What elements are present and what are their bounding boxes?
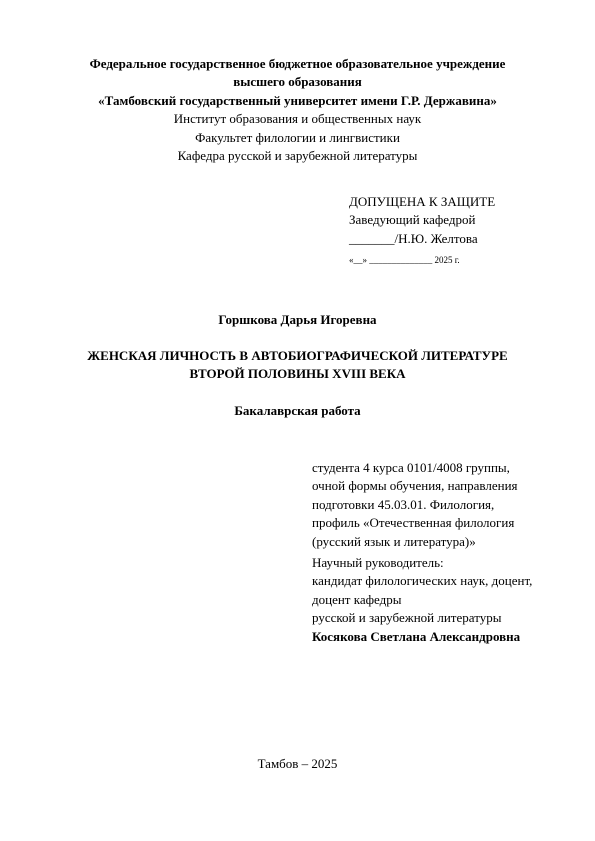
supervisor-degree: кандидат филологических наук, доцент, xyxy=(312,573,533,589)
thesis-title-line-1: ЖЕНСКАЯ ЛИЧНОСТЬ В АВТОБИОГРАФИЧЕСКОЙ ЛИТЕРАТУРЕ xyxy=(87,348,508,363)
student-info-line: очной формы обучения, направления xyxy=(312,478,518,494)
city-year: Тамбов – 2025 xyxy=(257,756,338,771)
supervisor-info xyxy=(312,554,532,646)
university-name: «Тамбовский государственный университет имени Г.Р. Державина» xyxy=(98,92,497,108)
city-year-block xyxy=(0,755,595,773)
approval-date-line: «__» ______________ 2025 г. xyxy=(349,255,460,266)
approval-head-of-department: Заведующий кафедрой xyxy=(349,212,476,228)
supervisor-position: доцент кафедры xyxy=(312,591,402,607)
supervisor-department: русской и зарубежной литературы xyxy=(312,610,502,626)
institution-header xyxy=(0,55,595,165)
thesis-title-line-2: ВТОРОЙ ПОЛОВИНЫ XVIII ВЕКА xyxy=(189,366,406,382)
work-type: Бакалаврская работа xyxy=(234,403,361,418)
education-level: высшего образования xyxy=(233,74,362,90)
student-info xyxy=(312,459,518,551)
student-info-line: профиль «Отечественная филология xyxy=(312,515,515,531)
approval-heading: ДОПУЩЕНА К ЗАЩИТЕ xyxy=(349,194,496,209)
author-name: Горшкова Дарья Игоревна xyxy=(218,312,377,327)
student-info-line: подготовки 45.03.01. Филология, xyxy=(312,496,495,512)
supervisor-name: Косякова Светлана Александровна xyxy=(312,628,521,644)
faculty-name: Факультет филологии и лингвистики xyxy=(195,129,400,145)
student-info-line: (русский язык и литература)» xyxy=(312,533,476,549)
institute-name: Институт образования и общественных наук xyxy=(173,111,422,127)
supervisor-label: Научный руководитель: xyxy=(312,555,444,570)
work-type-block xyxy=(0,402,595,420)
thesis-title xyxy=(0,347,595,384)
author-block xyxy=(0,311,595,329)
approval-stamp xyxy=(349,193,495,266)
student-info-line: студента 4 курса 0101/4008 группы, xyxy=(312,460,510,475)
department-name: Кафедра русской и зарубежной литературы xyxy=(177,148,418,164)
approval-signature-line: _______/Н.Ю. Желтова xyxy=(349,230,478,246)
institution-type: Федеральное государственное бюджетное образовательное учреждение xyxy=(89,56,506,71)
